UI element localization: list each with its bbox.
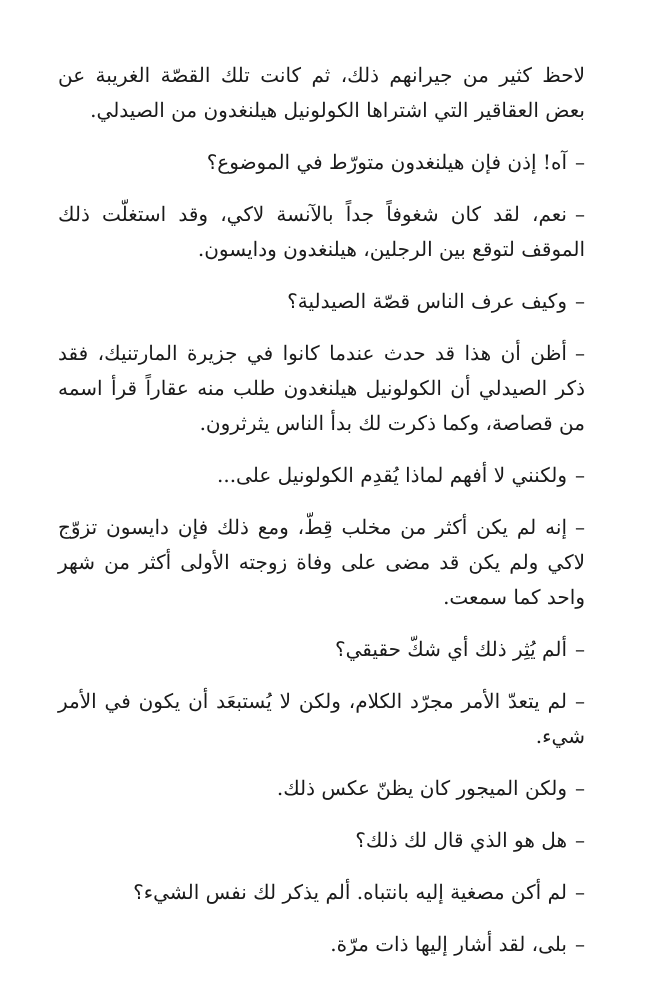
dialogue-dash: – <box>575 637 585 661</box>
dialogue-dash: – <box>575 341 585 365</box>
dialogue-text: هل هو الذي قال لك ذلك؟ <box>355 828 567 852</box>
dialogue-line <box>58 458 585 493</box>
dialogue-text: ولكنني لا أفهم لماذا يُقدِم الكولونيل على... <box>216 463 567 487</box>
paragraph-narration <box>58 58 585 128</box>
dialogue-line <box>58 823 585 858</box>
dialogue-dash: – <box>575 202 585 226</box>
dialogue-dash: – <box>575 463 585 487</box>
dialogue-line <box>58 145 585 180</box>
dialogue-text: ولكن الميجور كان يظنّ عكس ذلك. <box>276 776 567 800</box>
dialogue-line <box>58 336 585 441</box>
dialogue-line <box>58 684 585 754</box>
dialogue-text: إنه لم يكن أكثر من مخلب قِطّ، ومع ذلك فإن دايسون تزوّج لاكي ولم يكن قد مضى على وفاة زوجته الأولى أكثر من شهر واحد كما سمعت. <box>58 515 585 609</box>
dialogue-text: وكيف عرف الناس قصّة الصيدلية؟ <box>287 289 567 313</box>
dialogue-dash: – <box>575 689 585 713</box>
dialogue-dash: – <box>575 515 585 539</box>
dialogue-line <box>58 632 585 667</box>
dialogue-dash: – <box>575 880 585 904</box>
dialogue-line <box>58 510 585 615</box>
dialogue-dash: – <box>575 932 585 956</box>
dialogue-line <box>58 284 585 319</box>
dialogue-line <box>58 927 585 962</box>
dialogue-text: لم يتعدّ الأمر مجرّد الكلام، ولكن لا يُستبعَد أن يكون في الأمر شيء. <box>58 689 585 748</box>
dialogue-dash: – <box>575 289 585 313</box>
dialogue-line <box>58 197 585 267</box>
dialogue-dash: – <box>575 828 585 852</box>
dialogue-text: ألم يُثِر ذلك أي شكّ حقيقي؟ <box>335 637 567 661</box>
dialogue-text: آه! إذن فإن هيلنغدون متورّط في الموضوع؟ <box>206 150 567 174</box>
dialogue-text: لم أكن مصغية إليه بانتباه. ألم يذكر لك نفس الشيء؟ <box>133 880 567 904</box>
dialogue-text: بلى، لقد أشار إليها ذات مرّة. <box>330 932 567 956</box>
dialogue-dash: – <box>575 150 585 174</box>
dialogue-text: أظن أن هذا قد حدث عندما كانوا في جزيرة المارتنيك، فقد ذكر الصيدلي أن الكولونيل هيلنغدون طلب منه عقاراً قرأ اسمه من قصاصة، وكما ذكرت لك بدأ الناس يثرثرون. <box>58 341 585 435</box>
dialogue-line <box>58 771 585 806</box>
dialogue-text: نعم، لقد كان شغوفاً جداً بالآنسة لاكي، وقد استغلّت ذلك الموقف لتوقع بين الرجلين، هيلنغدون ودايسون. <box>58 202 585 261</box>
paragraph-text: لاحظ كثير من جيرانهم ذلك، ثم كانت تلك القصّة الغريبة عن بعض العقاقير التي اشتراها الكولونيل هيلنغدون من الصيدلي. <box>58 63 585 122</box>
dialogue-dash: – <box>575 776 585 800</box>
dialogue-line <box>58 875 585 910</box>
